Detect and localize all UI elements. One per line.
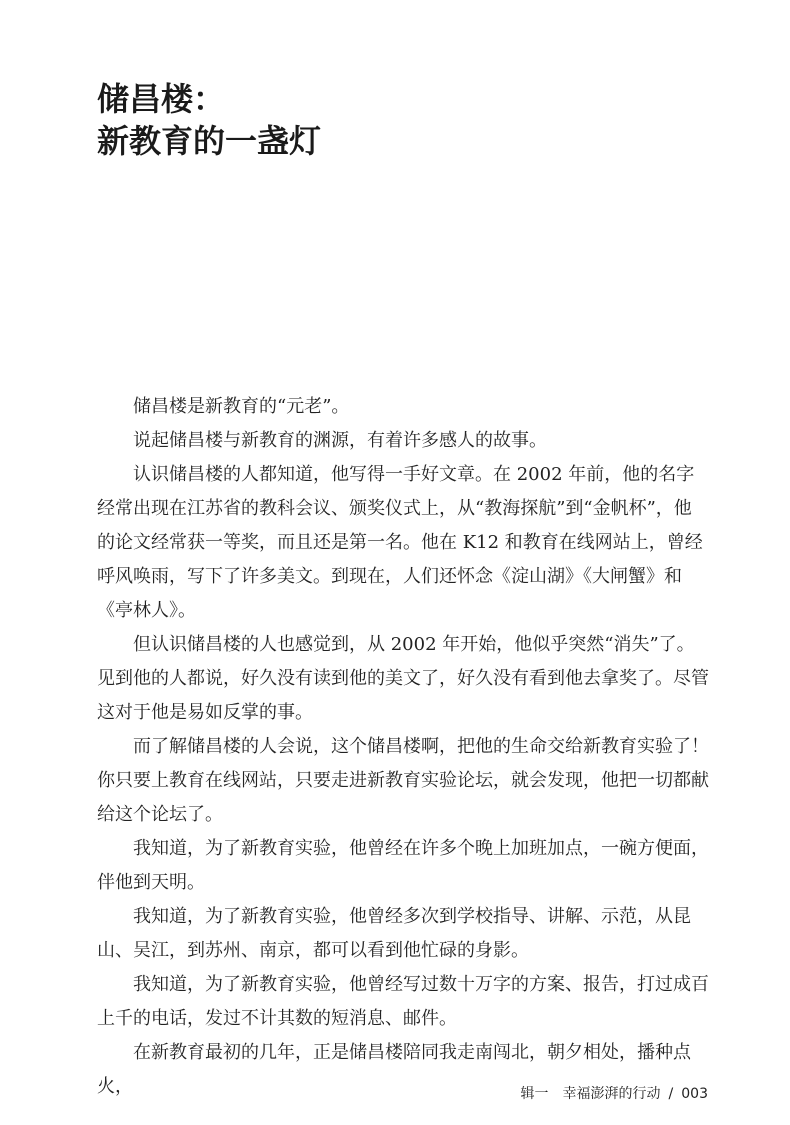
title-line-1: 储昌楼：: [97, 80, 226, 118]
paragraph-8: 我知道，为了新教育实验，他曾经写过数十万字的方案、报告，打过成百上千的电话，发过不计其数的短消息、邮件。: [97, 974, 709, 1029]
section-name: 辑一 幸福澎湃的行动: [520, 1086, 661, 1102]
paragraph-3: 认识储昌楼的人都知道，他写得一手好文章。在 2002 年前，他的名字经常出现在江苏省的教科会议、颁奖仪式上，从“教海探航”到“金帆杯”，他的论文经常获一等奖，而且还是第一名。他在 K12 和教育在线网站上，曾经呼风唤雨，写下了许多美文。到现在，人们还怀念《淀山湖》《大闸蟹》和《亭林人》。: [97, 464, 703, 621]
body-text: [97, 390, 709, 1104]
title-line-2: 新教育的一盏灯: [97, 122, 322, 160]
paragraph-9: 在新教育最初的几年，正是储昌楼陪同我走南闯北，朝夕相处，播种点火，: [97, 1042, 691, 1097]
paragraph-7: 我知道，为了新教育实验，他曾经多次到学校指导、讲解、示范，从昆山、吴江，到苏州、南京，都可以看到他忙碌的身影。: [97, 906, 691, 961]
paragraph-5: 而了解储昌楼的人会说，这个储昌楼啊，把他的生命交给新教育实验了！你只要上教育在线网站，只要走进新教育实验论坛，就会发现，他把一切都献给这个论坛了。: [97, 736, 709, 825]
chapter-title: [97, 78, 697, 162]
page-footer: [521, 1083, 708, 1103]
paragraph-1: 储昌楼是新教育的“元老”。: [133, 396, 350, 417]
footer-separator: /: [668, 1086, 674, 1102]
paragraph-6: 我知道，为了新教育实验，他曾经在许多个晚上加班加点，一碗方便面，伴他到天明。: [97, 838, 709, 893]
page-number: 003: [681, 1086, 708, 1102]
paragraph-4: 但认识储昌楼的人也感觉到，从 2002 年开始，他似乎突然“消失”了。见到他的人都说，好久没有读到他的美文了，好久没有看到他去拿奖了。尽管这对于他是易如反掌的事。: [97, 634, 709, 723]
paragraph-2: 说起储昌楼与新教育的渊源，有着许多感人的故事。: [133, 430, 547, 451]
